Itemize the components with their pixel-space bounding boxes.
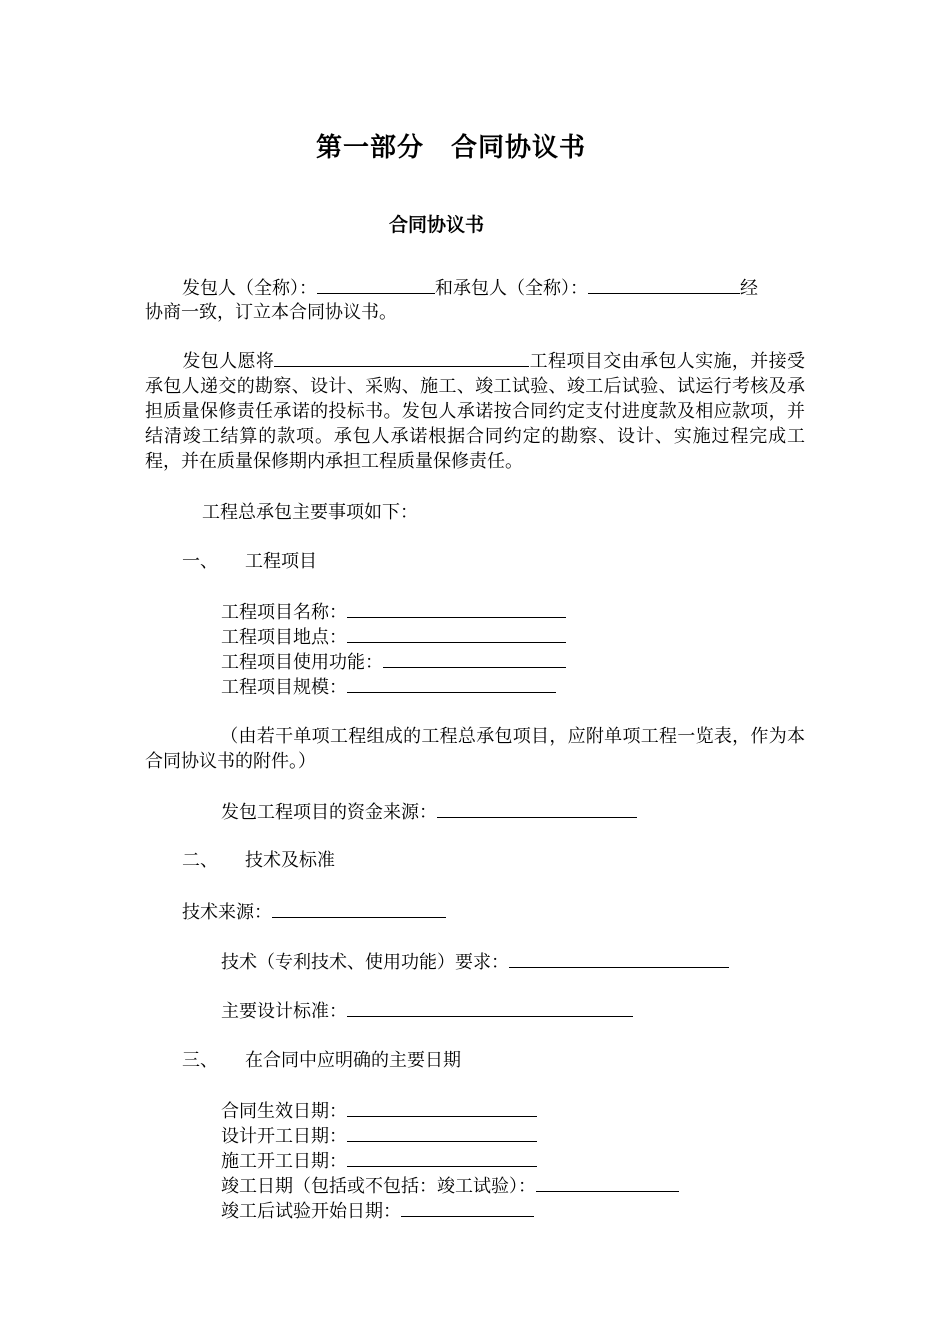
- field-blank[interactable]: [347, 601, 566, 618]
- field-blank[interactable]: [509, 951, 729, 968]
- matters-intro: 工程总承包主要事项如下：: [202, 502, 418, 523]
- section-2-title: 技术及标准: [245, 850, 335, 871]
- design-start-date-field: [221, 1125, 537, 1148]
- field-label: 工程项目名称：: [221, 602, 347, 623]
- project-name-blank[interactable]: [274, 350, 529, 367]
- post-completion-test-date-field: [221, 1200, 534, 1223]
- field-label: 竣工日期（包括或不包括：竣工试验）：: [221, 1176, 536, 1197]
- field-blank[interactable]: [383, 651, 566, 668]
- section-3-title: 在合同中应明确的主要日期: [245, 1050, 461, 1071]
- construction-start-date-field: [221, 1150, 537, 1173]
- page-title: 第一部分 合同协议书: [316, 133, 587, 163]
- parties-tail: 经: [740, 278, 758, 299]
- field-label: 工程项目规模：: [221, 677, 347, 698]
- field-label: 发包工程项目的资金来源：: [221, 802, 437, 823]
- design-standard-field: [221, 1000, 633, 1023]
- field-blank[interactable]: [347, 1125, 537, 1142]
- contractor-name-blank[interactable]: [588, 277, 740, 294]
- field-blank[interactable]: [347, 1150, 537, 1167]
- section-2-number: 二、: [182, 850, 218, 871]
- intro-body: 工程项目交由承包人实施，并接受承包人递交的勘察、设计、采购、施工、竣工试验、竣工后试验、试运行考核及承担质量保修责任承诺的投标书。发包人承诺按合同约定支付进度款及相应款项，并结清竣工结算的款项。承包人承诺根据合同约定的勘察、设计、实施过程完成工程，并在质量保修期内承担工程质量保修责任。: [145, 351, 806, 472]
- field-label: 设计开工日期：: [221, 1126, 347, 1147]
- section-1-title: 工程项目: [245, 551, 317, 572]
- employer-name-blank[interactable]: [317, 277, 435, 294]
- intro-lead: 发包人愿将: [182, 351, 275, 372]
- fund-source-field: [221, 801, 637, 824]
- section-1-number: 一、: [182, 551, 218, 572]
- field-label: 施工开工日期：: [221, 1151, 347, 1172]
- field-blank[interactable]: [536, 1175, 679, 1192]
- field-label: 合同生效日期：: [221, 1101, 347, 1122]
- field-label: 技术（专利技术、使用功能）要求：: [221, 952, 509, 973]
- project-location-field: [221, 626, 566, 649]
- field-blank[interactable]: [347, 1100, 537, 1117]
- field-blank[interactable]: [347, 676, 556, 693]
- attachment-note: [145, 724, 805, 774]
- project-scale-field: [221, 676, 556, 699]
- completion-date-field: [221, 1175, 679, 1198]
- tech-requirement-field: [221, 951, 729, 974]
- intro-paragraph: [145, 349, 805, 474]
- field-blank[interactable]: [347, 626, 566, 643]
- field-label: 工程项目使用功能：: [221, 652, 383, 673]
- contractor-label: 和承包人（全称）：: [435, 278, 588, 299]
- field-blank[interactable]: [401, 1200, 534, 1217]
- project-function-field: [221, 651, 566, 674]
- parties-line-2: 协商一致，订立本合同协议书。: [145, 302, 397, 323]
- project-name-field: [221, 601, 566, 624]
- field-blank[interactable]: [437, 801, 637, 818]
- field-blank[interactable]: [272, 901, 446, 918]
- parties-line: [182, 277, 758, 300]
- field-label: 竣工后试验开始日期：: [221, 1201, 401, 1222]
- employer-label: 发包人（全称）：: [182, 278, 317, 299]
- field-label: 工程项目地点：: [221, 627, 347, 648]
- field-blank[interactable]: [347, 1000, 633, 1017]
- section-subtitle: 合同协议书: [389, 214, 485, 236]
- effective-date-field: [221, 1100, 537, 1123]
- field-label: 主要设计标准：: [221, 1001, 347, 1022]
- section-3-number: 三、: [182, 1050, 218, 1071]
- field-label: 技术来源：: [182, 902, 272, 923]
- note-text: （由若干单项工程组成的工程总承包项目，应附单项工程一览表，作为本合同协议书的附件。）: [145, 726, 805, 772]
- tech-source-field: [182, 901, 446, 924]
